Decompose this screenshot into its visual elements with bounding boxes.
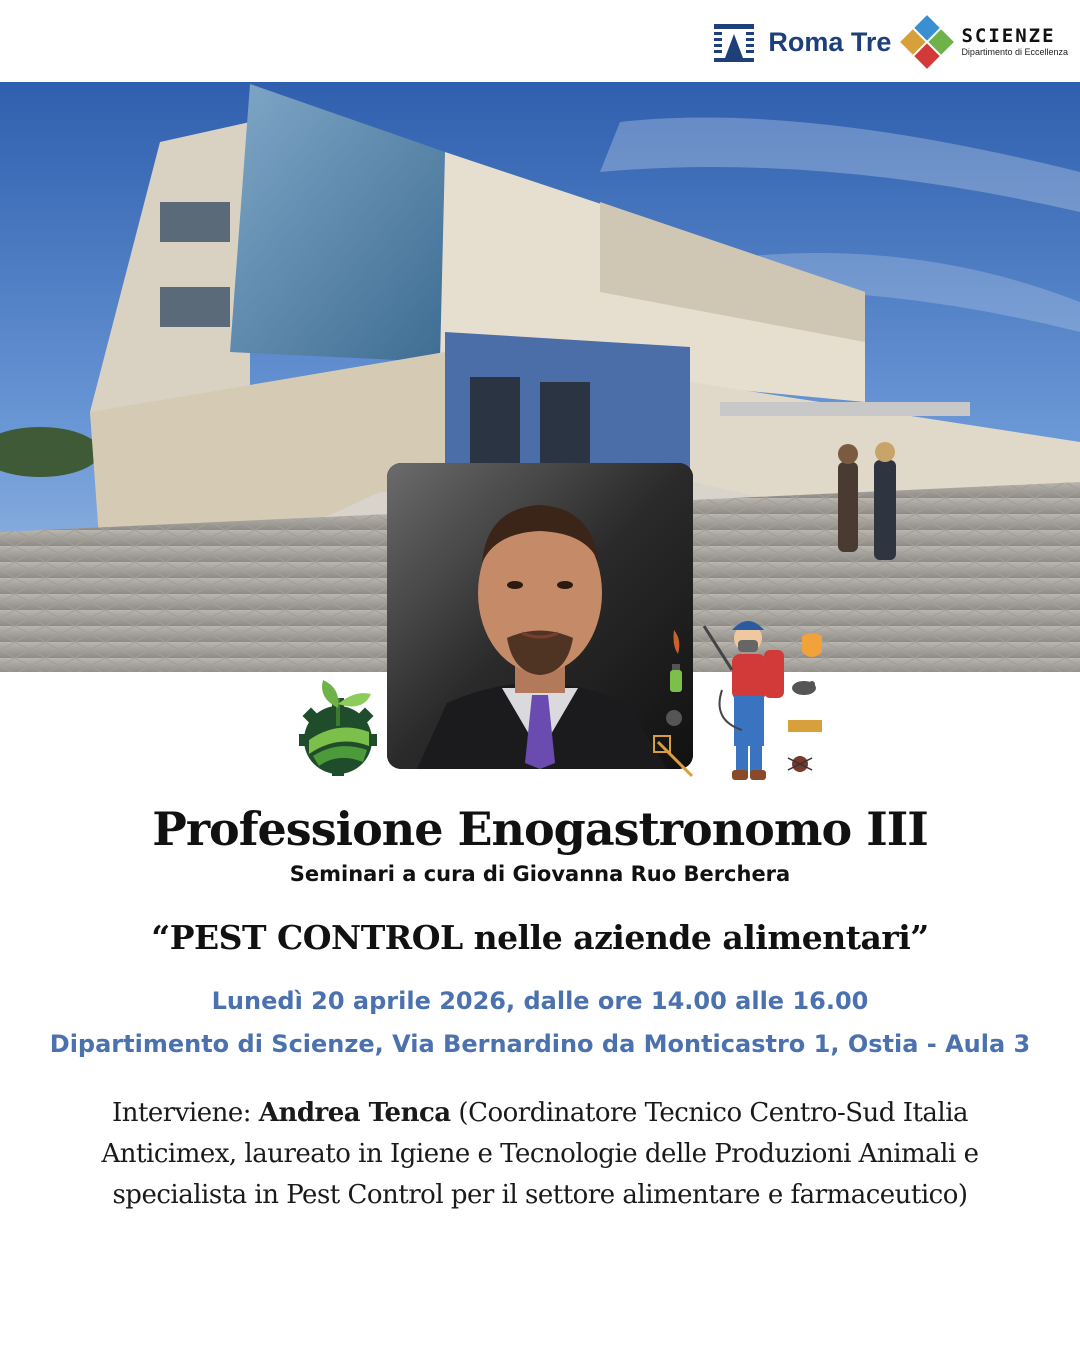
speaker-bio: (Coordinatore Tecnico Centro-Sud Italia Anticimex, laureato in Igiene e Tecnologie delle Produzioni Animali e specialista in Pest Control per il settore alimentare e farmaceutico) [101, 1098, 979, 1210]
department-subtitle: Dipartimento di Eccellenza [961, 47, 1068, 57]
header [0, 0, 1080, 82]
agriculture-gear-icon [283, 668, 393, 778]
scienze-logo-icon [899, 14, 955, 70]
event-location: Dipartimento di Scienze, Via Bernardino da Monticastro 1, Ostia - Aula 3 [49, 1030, 1031, 1058]
speaker-name: Andrea Tenca [258, 1098, 451, 1128]
roma-tre-name: Roma Tre [768, 26, 892, 57]
speaker-portrait [387, 463, 693, 769]
speaker-description [70, 1093, 1010, 1216]
event-subtitle: Seminari a cura di Giovanna Ruo Berchera [289, 862, 791, 886]
logo-group [712, 14, 1068, 70]
event-topic: “PEST CONTROL nelle aziende alimentari” [151, 918, 929, 957]
event-title: Professione Enogastronomo III [152, 802, 928, 856]
pest-control-worker-icon [652, 610, 830, 786]
event-datetime: Lunedì 20 aprile 2026, dalle ore 14.00 alle 16.00 [211, 987, 869, 1015]
speaker-intro: Interviene: [111, 1098, 259, 1128]
roma-tre-logo-icon [712, 20, 756, 64]
scienze-text [961, 26, 1068, 58]
department-title: SCIENZE [961, 25, 1056, 47]
